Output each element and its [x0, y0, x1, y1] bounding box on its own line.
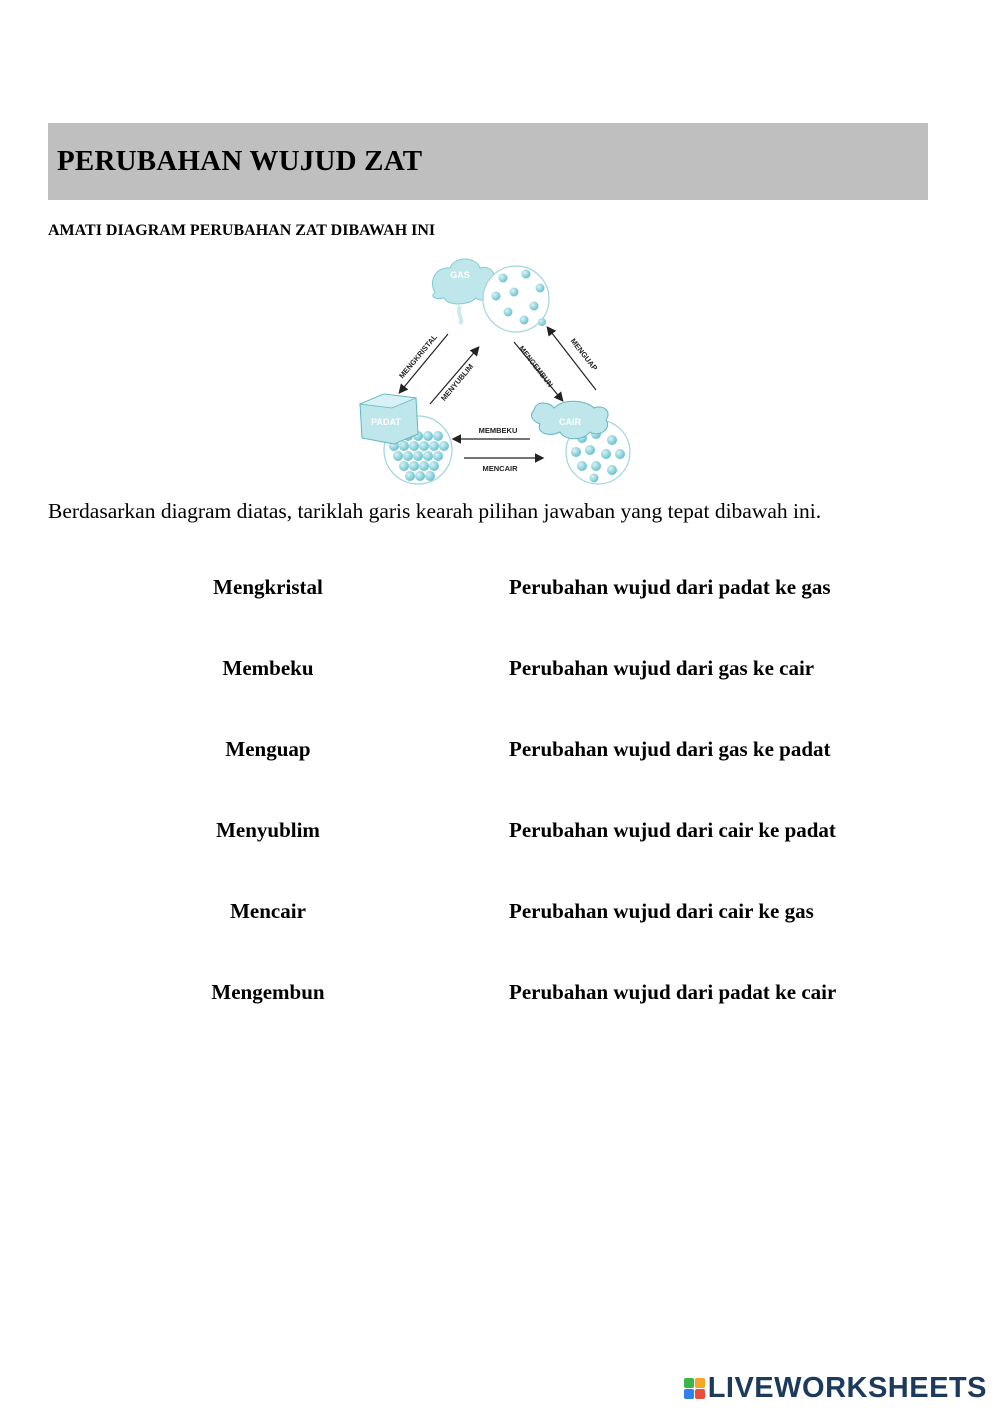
matching-row — [0, 737, 999, 767]
mengembun-label: MENGEMBUN — [517, 343, 555, 389]
term-item[interactable]: Mencair — [230, 899, 306, 923]
matching-row — [0, 818, 999, 848]
title-bar — [48, 123, 928, 200]
definition-item[interactable]: Perubahan wujud dari cair ke gas — [509, 899, 814, 923]
definition-item[interactable]: Perubahan wujud dari gas ke padat — [509, 737, 831, 761]
liveworksheets-brand[interactable] — [684, 1372, 987, 1405]
menguap-label: MENGUAP — [568, 336, 600, 373]
term-item[interactable]: Membeku — [222, 656, 314, 680]
mengkristal-label: MENGKRISTAL — [397, 332, 440, 381]
matching-row — [0, 656, 999, 686]
liquid-label: CAIR — [559, 417, 581, 427]
definition-item[interactable]: Perubahan wujud dari padat ke cair — [509, 980, 837, 1004]
mencair-label: MENCAIR — [482, 464, 518, 473]
definition-item[interactable]: Perubahan wujud dari cair ke padat — [509, 818, 836, 842]
term-item[interactable]: Mengembun — [211, 980, 325, 1004]
liveworksheets-logo-icon — [684, 1378, 705, 1399]
matching-row — [0, 980, 999, 1010]
term-item[interactable]: Mengkristal — [213, 575, 323, 599]
solid-state — [360, 394, 452, 484]
definition-item[interactable]: Perubahan wujud dari padat ke gas — [509, 575, 831, 599]
matching-row — [0, 575, 999, 605]
gas-label: GAS — [450, 270, 470, 280]
gas-state — [432, 259, 549, 332]
prompt-text: Berdasarkan diagram diatas, tariklah garis kearah pilihan jawaban yang tepat dibawah ini. — [48, 499, 822, 523]
term-item[interactable]: Menyublim — [216, 818, 320, 842]
state-change-diagram — [350, 252, 640, 492]
liquid-state — [532, 401, 630, 484]
term-item[interactable]: Menguap — [225, 737, 311, 761]
definition-item[interactable]: Perubahan wujud dari gas ke cair — [509, 656, 815, 680]
solid-label: PADAT — [371, 417, 401, 427]
page-title: PERUBAHAN WUJUD ZAT — [57, 145, 423, 177]
menyublim-label: MENYUBLIM — [439, 362, 476, 403]
arrow-menyublim — [430, 348, 478, 404]
instruction-text: AMATI DIAGRAM PERUBAHAN ZAT DIBAWAH INI — [48, 222, 436, 239]
brand-name: LIVEWORKSHEETS — [707, 1372, 987, 1404]
matching-row — [0, 899, 999, 929]
membeku-label: MEMBEKU — [478, 426, 518, 435]
